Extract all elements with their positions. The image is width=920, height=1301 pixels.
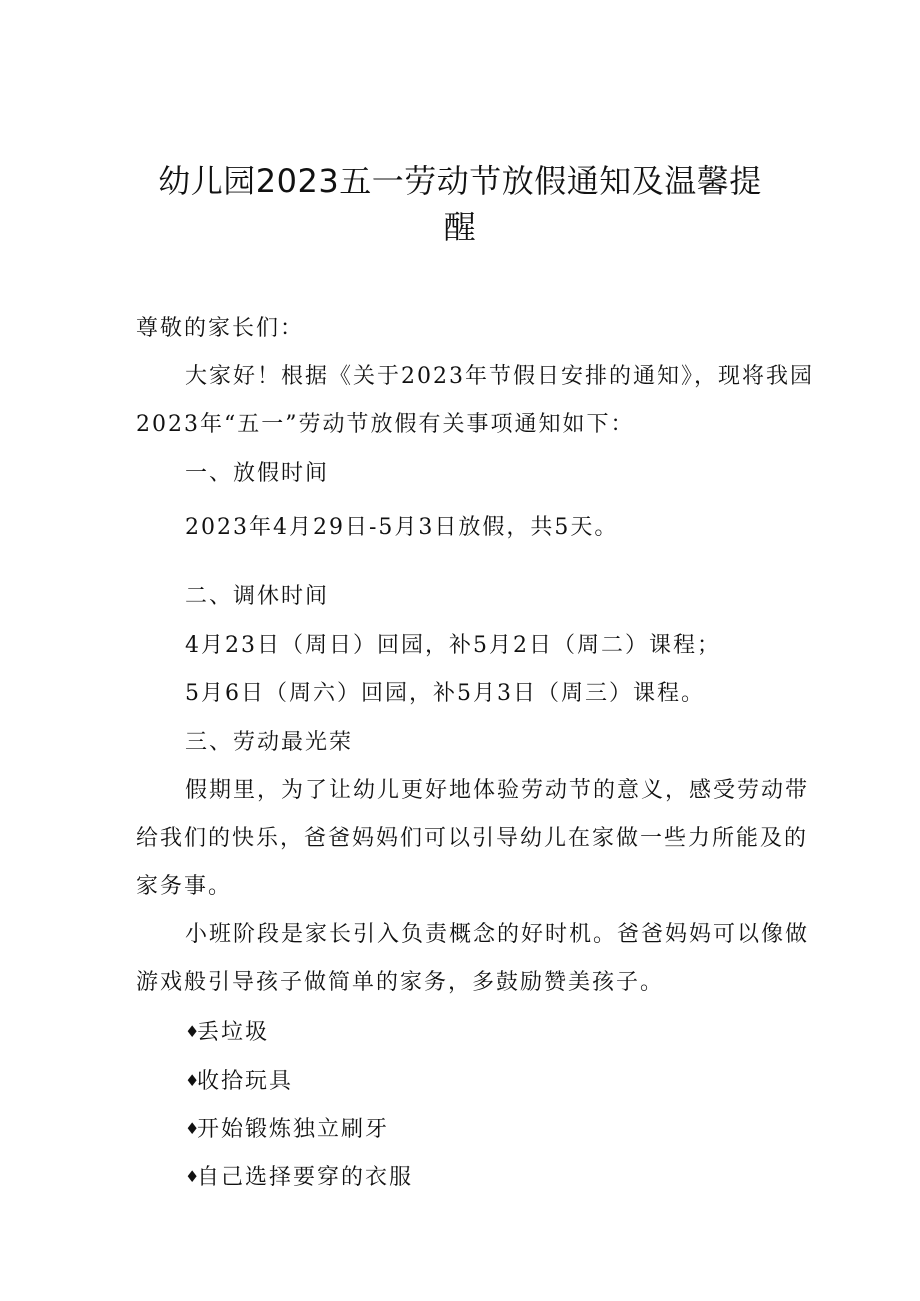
list-item bbox=[185, 1017, 269, 1048]
diamond-bullet-icon: ♦ bbox=[185, 1119, 200, 1138]
diamond-bullet-icon: ♦ bbox=[185, 1071, 200, 1090]
greeting: 尊敬的家长们： bbox=[136, 316, 305, 341]
list-item-text: 丢垃圾 bbox=[197, 1020, 270, 1045]
section-1-heading: 一、放假时间 bbox=[185, 461, 330, 486]
section-2-heading: 二、调休时间 bbox=[185, 584, 330, 609]
diamond-bullet-icon: ♦ bbox=[185, 1167, 200, 1186]
intro-line-1: 大家好！根据《关于2023年节假日安排的通知》，现将我园 bbox=[185, 364, 814, 389]
paragraph-1-line-1: 假期里，为了让幼儿更好地体验劳动节的意义，感受劳动带 bbox=[185, 778, 810, 803]
list-item-text: 收拾玩具 bbox=[197, 1069, 294, 1094]
section-2-line-1: 4月23日（周日）回园，补5月2日（周二）课程； bbox=[185, 633, 721, 658]
title-line-1: 幼儿园2023五一劳动节放假通知及温馨提 bbox=[158, 162, 762, 200]
list-item-text: 开始锻炼独立刷牙 bbox=[197, 1117, 390, 1142]
paragraph-1-line-3: 家务事。 bbox=[136, 874, 233, 899]
page-title bbox=[120, 158, 800, 250]
section-3-heading: 三、劳动最光荣 bbox=[185, 730, 354, 755]
diamond-bullet-icon: ♦ bbox=[185, 1022, 200, 1041]
list-item-text: 自己选择要穿的衣服 bbox=[197, 1165, 414, 1190]
paragraph-2-line-2: 游戏般引导孩子做简单的家务，多鼓励赞美孩子。 bbox=[136, 970, 665, 995]
section-2-line-2: 5月6日（周六）回园，补5月3日（周三）课程。 bbox=[185, 681, 705, 706]
list-item bbox=[185, 1114, 389, 1145]
paragraph-1-line-2: 给我们的快乐，爸爸妈妈们可以引导幼儿在家做一些力所能及的 bbox=[136, 826, 809, 851]
intro-line-2: 2023年“五一”劳动节放假有关事项通知如下： bbox=[136, 412, 635, 437]
paragraph-2-line-1: 小班阶段是家长引入负责概念的好时机。爸爸妈妈可以像做 bbox=[185, 922, 810, 947]
list-item bbox=[185, 1066, 293, 1097]
section-1-text: 2023年4月29日-5月3日放假，共5天。 bbox=[185, 515, 619, 540]
title-line-2: 醒 bbox=[443, 208, 477, 246]
list-item bbox=[185, 1162, 413, 1193]
